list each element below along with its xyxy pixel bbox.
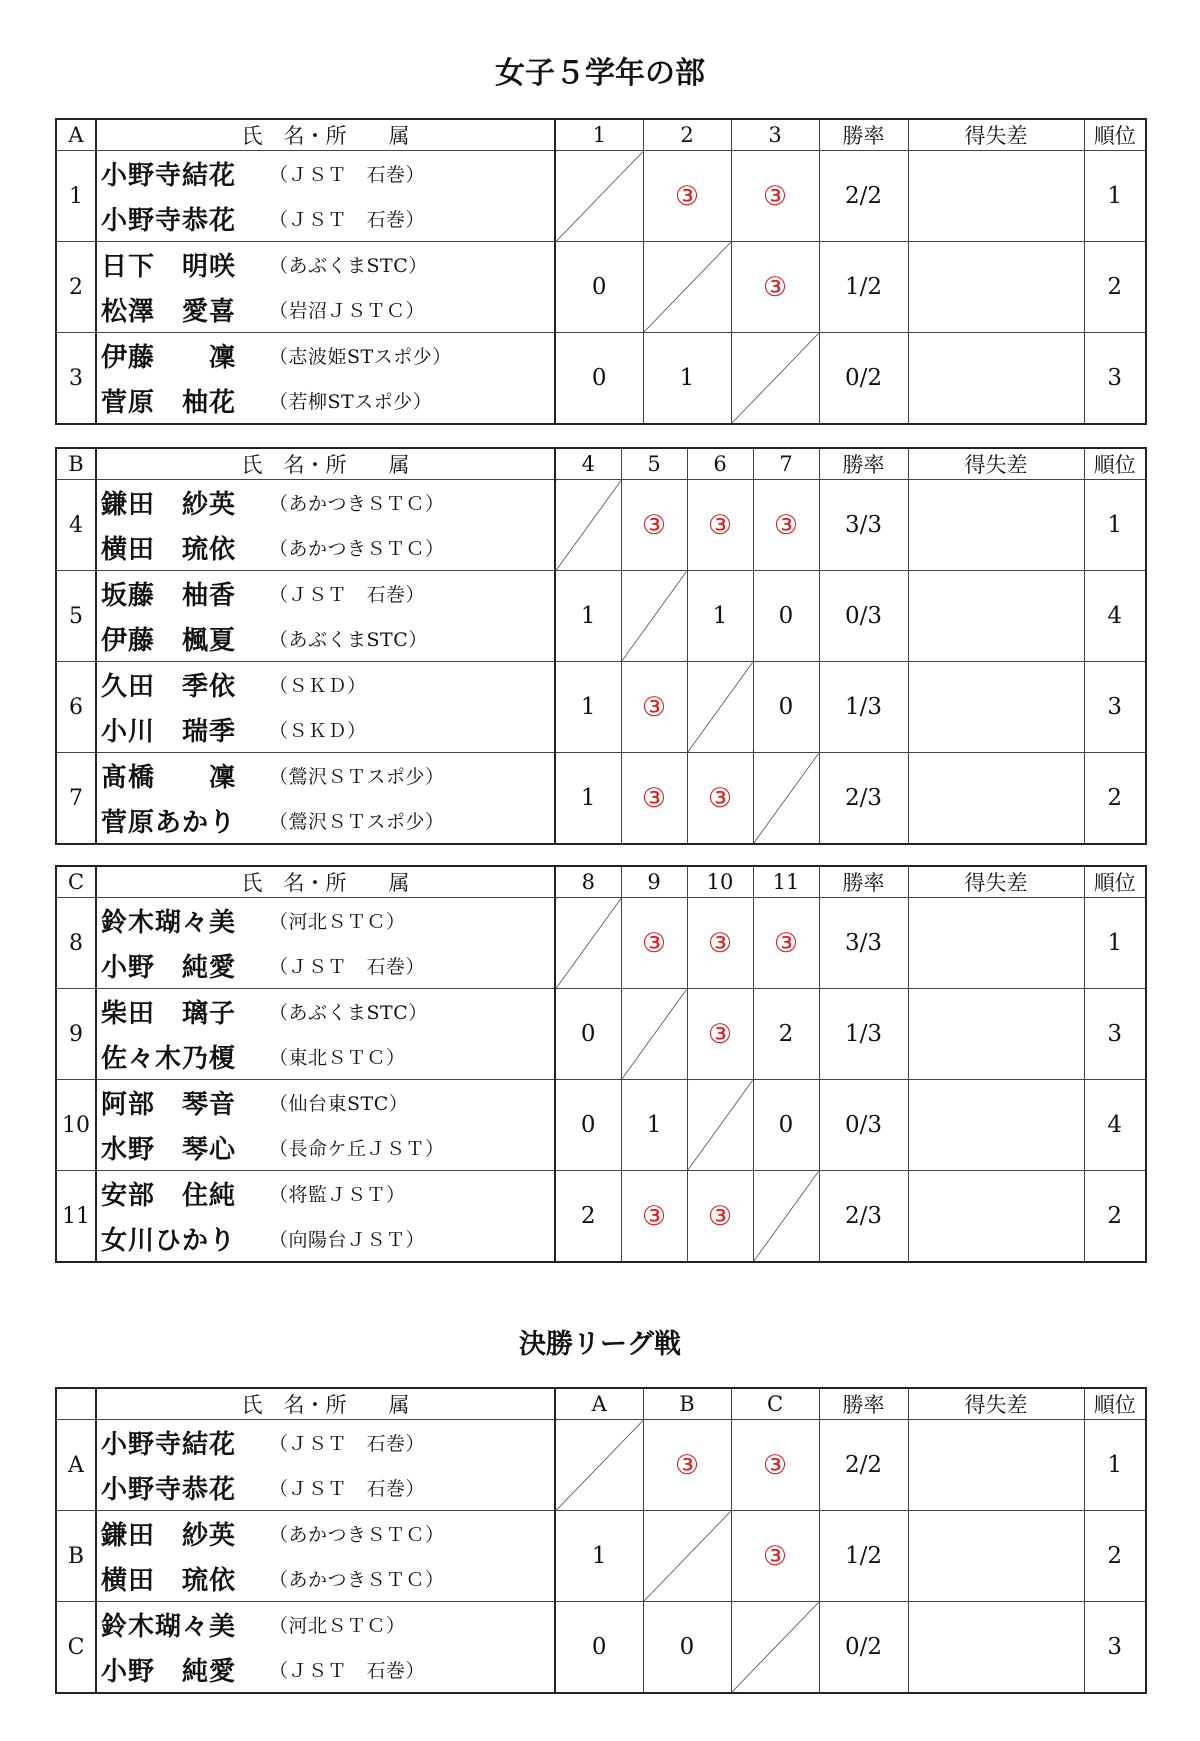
player-name: 日下 明咲 [101,252,237,282]
rank: 2 [1084,1511,1146,1602]
opponent-col-header: C [731,1388,819,1420]
player-name: 鈴木瑚々美 [101,908,237,938]
name-header: 氏 名・所 属 [96,1388,555,1420]
match-score-cell: 0 [555,1080,621,1171]
player-name: 横田 琉依 [101,535,237,565]
player-name: 松澤 愛喜 [101,297,237,327]
self-match-cell [621,989,687,1080]
team-row [56,333,1146,425]
rank: 4 [1084,1080,1146,1171]
player-line [101,1420,550,1465]
player-name: 鎌田 紗英 [101,1521,237,1551]
group-label: B [56,448,96,480]
player-name: 小野寺恭花 [101,1475,237,1505]
player-line [101,798,550,843]
team-row [56,898,1146,989]
match-score-cell: 1 [621,1080,687,1171]
opponent-col-header: 2 [643,119,731,151]
player-name: 女川ひかり [101,1226,237,1256]
match-score-cell: ③ [621,480,687,571]
player-affiliation: （東北ＳＴＣ） [269,1047,406,1069]
player-affiliation: （あぶくまSTC） [269,1002,428,1024]
win-rate: 2/2 [819,1420,908,1511]
team-players [96,151,555,242]
team-players [96,1080,555,1171]
match-score-cell: ③ [687,753,753,845]
player-affiliation: （鶯沢ＳＴスポ少） [269,766,445,788]
self-match-cell [753,753,819,845]
team-row [56,753,1146,845]
team-players [96,480,555,571]
rank-header: 順位 [1084,1388,1146,1420]
match-score-cell: 1 [687,571,753,662]
player-affiliation: （あかつきＳＴＣ） [269,1524,445,1546]
group-c-table [55,865,1147,1263]
player-name: 佐々木乃榎 [101,1044,237,1074]
team-number: 4 [56,480,96,571]
win-rate-header: 勝率 [819,119,908,151]
player-line [101,989,550,1034]
team-number: 11 [56,1171,96,1263]
point-diff [908,1602,1084,1694]
player-affiliation: （長命ケ丘ＪＳＴ） [269,1138,445,1160]
team-number: A [56,1420,96,1511]
player-line [101,898,550,943]
player-affiliation: （ＪＳＴ 石巻） [269,164,426,186]
self-match-cell [555,1420,643,1511]
match-score-cell: ③ [731,1420,819,1511]
team-number: 1 [56,151,96,242]
player-name: 安部 住純 [101,1181,237,1211]
match-score-cell: 0 [555,989,621,1080]
group-label: C [56,866,96,898]
player-line [101,662,550,707]
win-rate: 0/3 [819,1080,908,1171]
team-players [96,1602,555,1694]
player-affiliation: （ＪＳＴ 石巻） [269,1478,426,1500]
player-line [101,378,550,423]
player-name: 久田 季依 [101,672,237,702]
win-rate-header: 勝率 [819,866,908,898]
team-players [96,753,555,845]
player-affiliation: （ＪＳＴ 石巻） [269,1433,426,1455]
win-rate: 2/2 [819,151,908,242]
player-affiliation: （ＳＫＤ） [269,675,367,697]
self-match-cell [643,1511,731,1602]
opponent-col-header: A [555,1388,643,1420]
win-rate: 2/3 [819,1171,908,1263]
rank: 1 [1084,1420,1146,1511]
match-score-cell: ③ [687,480,753,571]
player-name: 小野寺結花 [101,1430,237,1460]
point-diff [908,571,1084,662]
point-diff [908,151,1084,242]
player-line [101,1556,550,1601]
self-match-cell [555,480,621,571]
player-name: 水野 琴心 [101,1135,237,1165]
win-rate: 0/2 [819,333,908,425]
match-score-cell: 1 [555,1511,643,1602]
point-diff [908,753,1084,845]
opponent-col-header: 7 [753,448,819,480]
rank: 2 [1084,242,1146,333]
match-score-cell: 1 [555,571,621,662]
header-row [56,1388,1146,1420]
win-rate: 2/3 [819,753,908,845]
match-score-cell: ③ [753,480,819,571]
player-name: 菅原 柚花 [101,388,237,418]
team-number: 10 [56,1080,96,1171]
player-name: 小野 純愛 [101,1657,237,1687]
win-rate-header: 勝率 [819,1388,908,1420]
match-score-cell: ③ [643,1420,731,1511]
name-header: 氏 名・所 属 [96,448,555,480]
opponent-col-header: 5 [621,448,687,480]
player-affiliation: （鶯沢ＳＴスポ少） [269,811,445,833]
point-diff [908,1420,1084,1511]
player-affiliation: （あぶくまSTC） [269,629,428,651]
point-diff [908,1080,1084,1171]
group-a-table [55,118,1147,425]
self-match-cell [731,1602,819,1694]
self-match-cell [687,662,753,753]
match-score-cell: 1 [555,662,621,753]
match-score-cell: 0 [555,1602,643,1694]
match-score-cell: 1 [555,753,621,845]
team-number: 9 [56,989,96,1080]
match-score-cell: 1 [643,333,731,425]
rank: 2 [1084,753,1146,845]
team-players [96,898,555,989]
self-match-cell [555,898,621,989]
player-name: 鈴木瑚々美 [101,1612,237,1642]
player-affiliation: （若柳STスポ少） [269,391,433,413]
group-b-table [55,447,1147,845]
player-line [101,1647,550,1692]
point-diff-header: 得失差 [908,866,1084,898]
match-score-cell: ③ [687,1171,753,1263]
player-line [101,753,550,798]
match-score-cell: 0 [753,571,819,662]
rank: 1 [1084,898,1146,989]
player-name: 鎌田 紗英 [101,490,237,520]
opponent-col-header: B [643,1388,731,1420]
player-line [101,616,550,661]
team-players [96,571,555,662]
player-affiliation: （将監ＪＳＴ） [269,1184,406,1206]
player-affiliation: （河北ＳＴＣ） [269,1615,406,1637]
name-header: 氏 名・所 属 [96,119,555,151]
header-row [56,448,1146,480]
opponent-col-header: 10 [687,866,753,898]
match-score-cell: 2 [753,989,819,1080]
team-players [96,662,555,753]
rank: 4 [1084,571,1146,662]
rank: 1 [1084,151,1146,242]
team-number: C [56,1602,96,1694]
team-players [96,242,555,333]
team-row [56,1171,1146,1263]
point-diff-header: 得失差 [908,1388,1084,1420]
player-name: 小川 瑞季 [101,717,237,747]
team-number: 2 [56,242,96,333]
opponent-col-header: 11 [753,866,819,898]
point-diff [908,989,1084,1080]
player-line [101,571,550,616]
player-line [101,1511,550,1556]
rank-header: 順位 [1084,448,1146,480]
player-line [101,333,550,378]
point-diff [908,898,1084,989]
point-diff [908,242,1084,333]
player-line [101,480,550,525]
rank: 3 [1084,662,1146,753]
player-line [101,1125,550,1170]
match-score-cell: 2 [555,1171,621,1263]
point-diff-header: 得失差 [908,448,1084,480]
header-row [56,119,1146,151]
match-score-cell: 0 [555,333,643,425]
header-row [56,866,1146,898]
win-rate: 1/3 [819,989,908,1080]
team-players [96,333,555,425]
rank: 3 [1084,1602,1146,1694]
match-score-cell: ③ [731,242,819,333]
player-line [101,1216,550,1261]
team-row [56,662,1146,753]
rank-header: 順位 [1084,119,1146,151]
player-affiliation: （向陽台ＪＳＴ） [269,1229,426,1251]
match-score-cell: ③ [687,989,753,1080]
team-players [96,1171,555,1263]
match-score-cell: ③ [621,1171,687,1263]
team-number: 7 [56,753,96,845]
match-score-cell: ③ [753,898,819,989]
player-affiliation: （仙台東STC） [269,1093,409,1115]
opponent-col-header: 9 [621,866,687,898]
match-score-cell: ③ [643,151,731,242]
win-rate: 1/2 [819,242,908,333]
win-rate: 1/3 [819,662,908,753]
player-name: 小野寺恭花 [101,206,237,236]
match-score-cell: 0 [753,1080,819,1171]
player-name: 伊藤 楓夏 [101,626,237,656]
rank: 2 [1084,1171,1146,1263]
player-name: 小野 純愛 [101,953,237,983]
match-score-cell: ③ [731,1511,819,1602]
player-line [101,242,550,287]
group-label [56,1388,96,1420]
opponent-col-header: 3 [731,119,819,151]
self-match-cell [643,242,731,333]
win-rate-header: 勝率 [819,448,908,480]
match-score-cell: 0 [753,662,819,753]
team-row [56,1511,1146,1602]
player-name: 菅原あかり [101,808,237,838]
name-header: 氏 名・所 属 [96,866,555,898]
player-line [101,707,550,752]
player-line [101,1465,550,1510]
player-affiliation: （ＪＳＴ 石巻） [269,1660,426,1682]
win-rate: 1/2 [819,1511,908,1602]
player-name: 小野寺結花 [101,161,237,191]
match-score-cell: ③ [621,662,687,753]
team-row [56,1602,1146,1694]
match-score-cell: 0 [555,242,643,333]
player-affiliation: （あぶくまSTC） [269,255,428,277]
player-affiliation: （ＪＳＴ 石巻） [269,584,426,606]
match-score-cell: ③ [621,898,687,989]
self-match-cell [621,571,687,662]
player-line [101,151,550,196]
team-players [96,989,555,1080]
player-name: 髙橋 凜 [101,763,237,793]
player-line [101,1034,550,1079]
team-row [56,1080,1146,1171]
player-line [101,525,550,570]
opponent-col-header: 1 [555,119,643,151]
team-number: 6 [56,662,96,753]
player-line [101,943,550,988]
player-name: 柴田 璃子 [101,999,237,1029]
team-row [56,1420,1146,1511]
team-number: 3 [56,333,96,425]
player-line [101,1602,550,1647]
team-number: 8 [56,898,96,989]
match-score-cell: ③ [687,898,753,989]
player-affiliation: （岩沼ＪＳＴＣ） [269,300,426,322]
self-match-cell [731,333,819,425]
player-line [101,287,550,332]
player-line [101,1171,550,1216]
point-diff [908,1511,1084,1602]
team-row [56,151,1146,242]
match-score-cell: 0 [643,1602,731,1694]
player-affiliation: （あかつきＳＴＣ） [269,538,445,560]
rank: 1 [1084,480,1146,571]
win-rate: 0/3 [819,571,908,662]
team-row [56,480,1146,571]
rank-header: 順位 [1084,866,1146,898]
player-affiliation: （あかつきＳＴＣ） [269,1569,445,1591]
player-name: 坂藤 柚香 [101,581,237,611]
group-label: A [56,119,96,151]
player-name: 横田 琉依 [101,1566,237,1596]
match-score-cell: ③ [621,753,687,845]
page-title: 女子５学年の部 [495,56,705,91]
opponent-col-header: 4 [555,448,621,480]
rank: 3 [1084,333,1146,425]
point-diff [908,662,1084,753]
player-affiliation: （ＪＳＴ 石巻） [269,209,426,231]
team-number: 5 [56,571,96,662]
player-affiliation: （あかつきＳＴＣ） [269,493,445,515]
team-row [56,571,1146,662]
player-affiliation: （河北ＳＴＣ） [269,911,406,933]
win-rate: 3/3 [819,898,908,989]
player-line [101,196,550,241]
final-league-title: 決勝リーグ戦 [519,1329,681,1360]
final-league-table [55,1387,1147,1694]
team-number: B [56,1511,96,1602]
team-row [56,989,1146,1080]
point-diff [908,333,1084,425]
rank: 3 [1084,989,1146,1080]
team-players [96,1420,555,1511]
player-name: 阿部 琴音 [101,1090,237,1120]
self-match-cell [555,151,643,242]
win-rate: 3/3 [819,480,908,571]
point-diff-header: 得失差 [908,119,1084,151]
opponent-col-header: 6 [687,448,753,480]
player-affiliation: （ＳＫＤ） [269,720,367,742]
player-affiliation: （ＪＳＴ 石巻） [269,956,426,978]
match-score-cell: ③ [731,151,819,242]
point-diff [908,480,1084,571]
player-line [101,1080,550,1125]
self-match-cell [687,1080,753,1171]
team-row [56,242,1146,333]
team-players [96,1511,555,1602]
player-affiliation: （志波姫STスポ少） [269,346,452,368]
self-match-cell [753,1171,819,1263]
opponent-col-header: 8 [555,866,621,898]
win-rate: 0/2 [819,1602,908,1694]
player-name: 伊藤 凜 [101,343,237,373]
point-diff [908,1171,1084,1263]
